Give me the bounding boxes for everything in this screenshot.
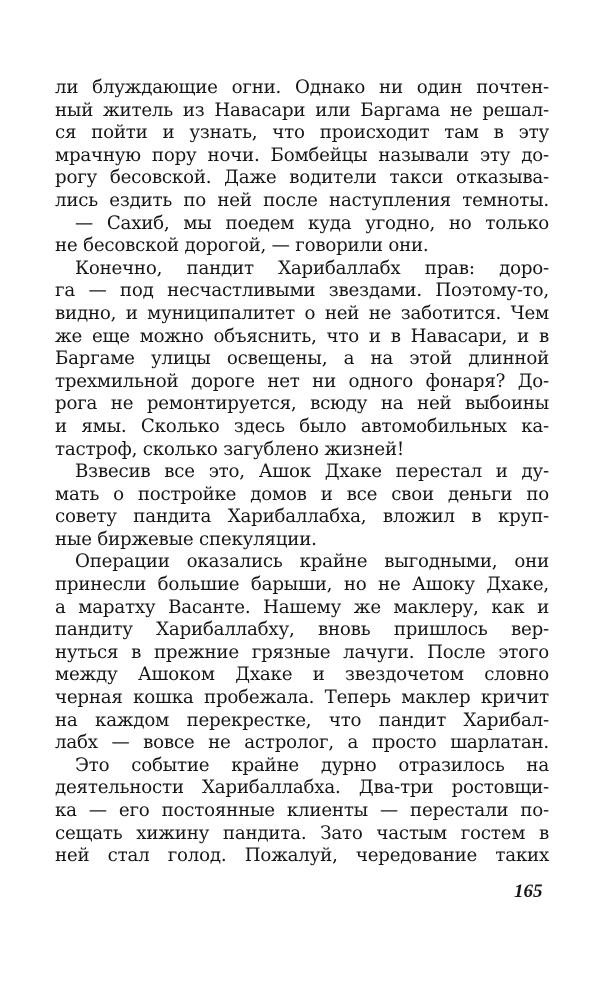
text-line: — Сахиб, мы поедем куда угодно, но только [75, 212, 549, 234]
text-line: и ямы. Сколько здесь было автомобильных ка- [55, 415, 549, 437]
text-line: Баргаме улицы освещены, а на этой длинной [55, 348, 549, 370]
text-line: а маратху Васанте. Нашему же маклеру, как и [55, 596, 549, 618]
text-line: ный житель из Навасари или Баргама не решал- [55, 99, 549, 121]
text-line: Это событие крайне дурно отразилось на [75, 754, 549, 776]
text-line: видно, и муниципалитет о ней не заботится. Чем [55, 302, 549, 324]
body-text [55, 77, 549, 868]
text-line: принесли большие барыши, но не Ашоку Дхаке, [55, 574, 549, 596]
text-line: же еще можно объяснить, что и в Навасари, и в [55, 325, 549, 347]
text-line: Операции оказались крайне выгодными, они [75, 551, 549, 573]
text-line: Взвесив все это, Ашок Дхаке перестал и ду- [75, 461, 549, 483]
text-line: ли блуждающие огни. Однако ни один почтен- [55, 77, 549, 98]
text-line: мрачную пору ночи. Бомбейцы называли эту до- [55, 144, 549, 166]
text-line: рогу бесовской. Даже водители такси отказыва- [55, 167, 549, 189]
text-line: черная кошка пробежала. Теперь маклер кричит [55, 687, 549, 709]
text-line: ся пойти и узнать, что происходит там в эту [55, 122, 549, 144]
text-line: лабх — вовсе не астролог, а просто шарлатан. [55, 732, 549, 754]
text-line: пандиту Харибаллабху, вновь пришлось вер- [55, 619, 549, 641]
text-line: тастроф, сколько загублено жизней! [55, 438, 405, 460]
text-line: лись ездить по ней после наступления темноты. [55, 189, 549, 211]
text-line: деятельности Харибаллабха. Два-три ростовщи- [55, 777, 549, 799]
text-line: ней стал голод. Пожалуй, чередование таких [55, 845, 549, 867]
text-line: ка — его постоянные клиенты — перестали по- [55, 800, 549, 821]
text-line: не бесовской дорогой, — говорили они. [55, 235, 429, 257]
text-line: рога не ремонтируется, всюду на ней выбоины [55, 393, 549, 415]
text-line: трехмильной дороге нет ни одного фонаря? До- [55, 370, 549, 392]
text-line: мать о постройке домов и все свои деньги по [55, 483, 549, 505]
text-line: сещать хижину пандита. Зато частым гостем в [55, 822, 549, 844]
text-line: на каждом перекрестке, что пандит Харибал- [55, 709, 549, 731]
page-number: 165 [514, 881, 543, 902]
text-line: совету пандита Харибаллабха, вложил в круп- [55, 506, 549, 528]
text-line: между Ашоком Дхаке и звездочетом словно [55, 664, 549, 686]
text-line: га — под несчастливыми звездами. Поэтому-то, [55, 280, 549, 302]
text-line: нуться в прежние грязные лачуги. После этого [55, 641, 549, 663]
text-line: Конечно, пандит Харибаллабх прав: доро- [75, 257, 549, 279]
text-line: ные биржевые спекуляции. [55, 528, 317, 550]
